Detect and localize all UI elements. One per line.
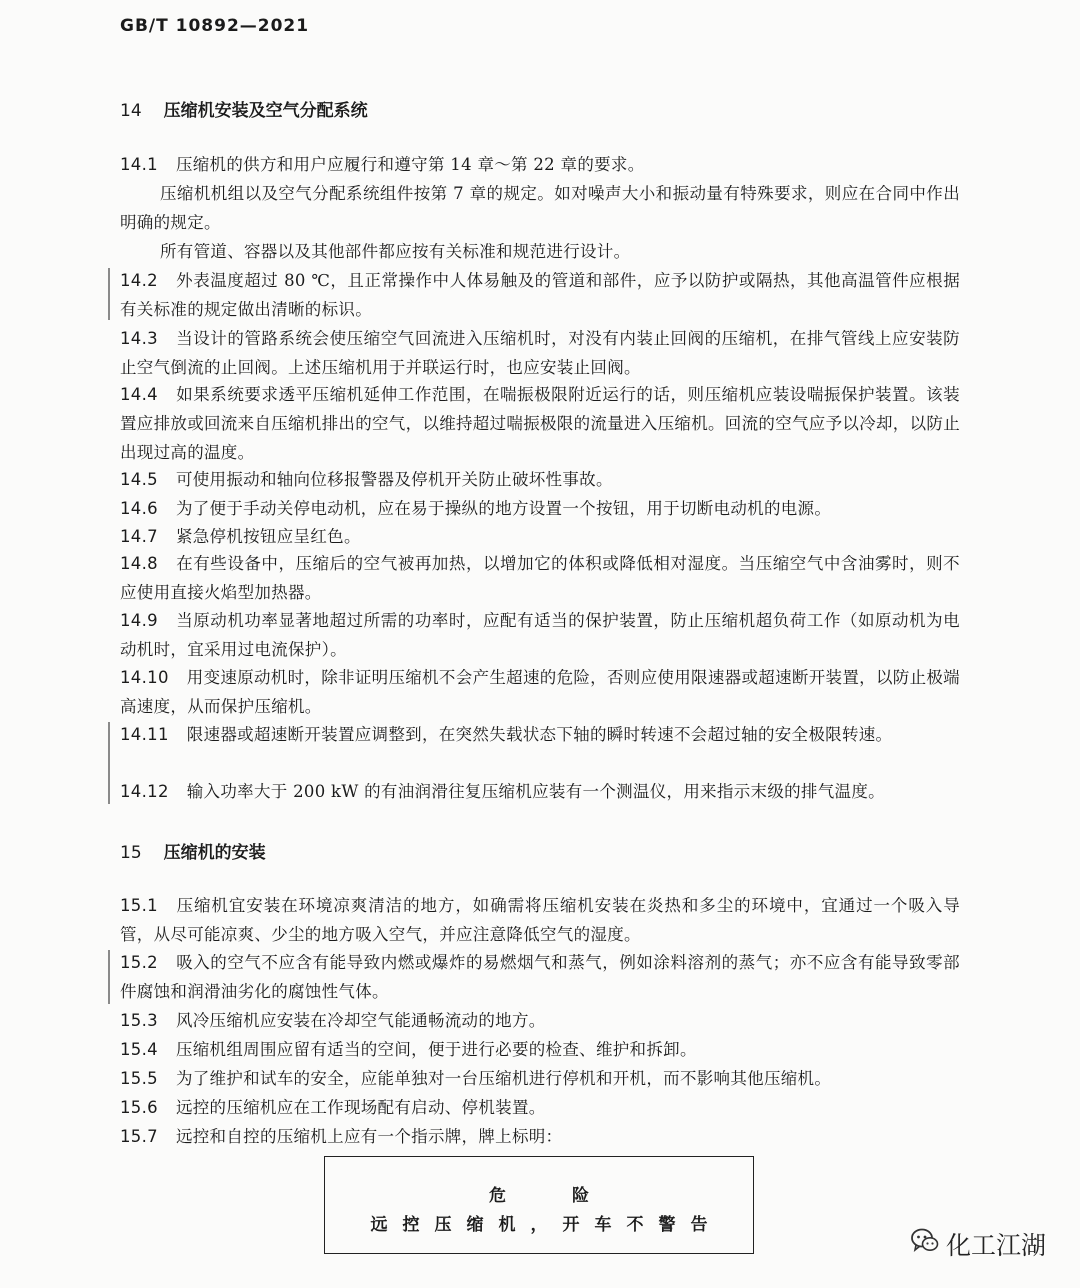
clause-text: 风冷压缩机应安装在冷却空气能通畅流动的地方。: [175, 1011, 546, 1030]
clause-15-6: [120, 1093, 960, 1122]
warning-message: 远控压缩机，开车不警告: [370, 1215, 723, 1235]
clause-text: 压缩机的供方和用户应履行和遵守第 14 章～第 22 章的要求。: [175, 155, 645, 174]
danger-warning-sign: [324, 1156, 754, 1254]
revision-bar: [108, 268, 110, 320]
clause-14-9: [120, 606, 960, 664]
clause-text: 输入功率大于 200 kW 的有油润滑往复压缩机应装有一个测温仪，用来指示末级的排气温度。: [186, 782, 885, 801]
clause-text: 压缩机宜安装在环境凉爽清洁的地方，如确需将压缩机安装在炎热和多尘的环境中，宜通过一个吸入导管，从尽可能凉爽、少尘的地方吸入空气，并应注意降低空气的湿度。: [120, 896, 960, 944]
clause-text: 用变速原动机时，除非证明压缩机不会产生超速的危险，否则应使用限速器或超速断开装置，以防止极端高速度，从而保护压缩机。: [120, 668, 960, 716]
clause-text: 压缩机组周围应留有适当的空间，便于进行必要的检查、维护和拆卸。: [175, 1040, 697, 1059]
clause-number: 14.1: [120, 155, 158, 174]
clause-number: 14.5: [120, 470, 158, 489]
clause-number: 14.9: [120, 611, 158, 630]
clause-text: 当原动机功率显著地超过所需的功率时，应配有适当的保护装置，防止压缩机超负荷工作（如原动机为电动机时，宜采用过电流保护）。: [120, 611, 960, 659]
clause-14-3: [120, 324, 960, 382]
clause-14-1-para-3: [120, 237, 960, 266]
watermark-text: 化工江湖: [945, 1231, 1046, 1260]
clause-text: 在有些设备中，压缩后的空气被再加热，以增加它的体积或降低相对湿度。当压缩空气中含油雾时，则不应使用直接火焰型加热器。: [120, 554, 960, 602]
clause-number: 14.4: [120, 385, 158, 404]
clause-14-10: [120, 663, 960, 721]
clause-15-3: [120, 1006, 960, 1035]
section-15-title: [120, 838, 266, 863]
clause-14-2: [120, 266, 960, 324]
clause-text: 远控和自控的压缩机上应有一个指示牌，牌上标明：: [175, 1127, 563, 1146]
clause-number: 15.7: [120, 1127, 158, 1146]
clause-14-7: [120, 522, 960, 551]
clause-text: 外表温度超过 80 ℃，且正常操作中人体易触及的管道和部件，应予以防护或隔热，其他高温管件应根据有关标准的规定做出清晰的标识。: [120, 271, 960, 319]
clause-number: 14.6: [120, 499, 158, 518]
revision-bar: [108, 722, 110, 804]
clause-14-11: [120, 720, 960, 749]
wechat-icon: [910, 1226, 940, 1262]
clause-text: 为了维护和试车的安全，应能单独对一台压缩机进行停机和开机，而不影响其他压缩机。: [175, 1069, 832, 1088]
clause-text: 压缩机机组以及空气分配系统组件按第 7 章的规定。如对噪声大小和振动量有特殊要求，则应在合同中作出明确的规定。: [120, 184, 960, 232]
clause-number: 14.12: [120, 782, 169, 801]
clause-14-12: [120, 777, 960, 806]
warning-heading: 危险: [489, 1186, 655, 1206]
clause-14-1: [120, 150, 960, 179]
clause-text: 吸入的空气不应含有能导致内燃或爆炸的易燃烟气和蒸气，例如涂料溶剂的蒸气；亦不应含有能导致零部件腐蚀和润滑油劣化的腐蚀性气体。: [120, 953, 960, 1001]
clause-15-4: [120, 1035, 960, 1064]
clause-number: 15.4: [120, 1040, 158, 1059]
clause-text: 当设计的管路系统会使压缩空气回流进入压缩机时，对没有内装止回阀的压缩机，在排气管线上应安装防止空气倒流的止回阀。上述压缩机用于并联运行时，也应安装止回阀。: [120, 329, 960, 377]
revision-bar: [108, 950, 110, 1004]
clause-number: 14.10: [120, 668, 169, 687]
clause-15-2: [120, 948, 960, 1006]
clause-number: 14.7: [120, 527, 158, 546]
clause-number: 14.3: [120, 329, 158, 348]
clause-text: 为了便于手动关停电动机，应在易于操纵的地方设置一个按钮，用于切断电动机的电源。: [175, 499, 832, 518]
clause-number: 14.11: [120, 725, 169, 744]
document-code: GB/T 10892—2021: [120, 16, 310, 36]
clause-15-5: [120, 1064, 960, 1093]
clause-14-6: [120, 494, 960, 523]
clause-number: 15.6: [120, 1098, 158, 1117]
section-number: 14: [120, 101, 142, 121]
clause-14-1-para-2: [120, 179, 960, 237]
clause-number: 15.3: [120, 1011, 158, 1030]
clause-14-8: [120, 549, 960, 607]
clause-number: 15.2: [120, 953, 158, 972]
clause-text: 如果系统要求透平压缩机延伸工作范围，在喘振极限附近运行的话，则压缩机应装设喘振保护装置。该装置应排放或回流来自压缩机排出的空气，以维持超过喘振极限的流量进入压缩机。回流的空气应予以冷却，以防止出现过高的温度。: [120, 385, 960, 462]
clause-15-1: [120, 891, 960, 949]
watermark: [910, 1226, 1046, 1262]
clause-15-7: [120, 1122, 960, 1151]
clause-14-4: [120, 380, 960, 467]
clause-text: 紧急停机按钮应呈红色。: [175, 527, 361, 546]
clause-14-5: [120, 465, 960, 494]
section-14-title: [120, 96, 368, 121]
clause-number: 14.2: [120, 271, 158, 290]
clause-text: 可使用振动和轴向位移报警器及停机开关防止破坏性事故。: [175, 470, 613, 489]
clause-number: 15.1: [120, 896, 158, 915]
clause-text: 远控的压缩机应在工作现场配有启动、停机装置。: [175, 1098, 546, 1117]
clause-text: 所有管道、容器以及其他部件都应按有关标准和规范进行设计。: [160, 242, 631, 261]
section-title-text: 压缩机的安装: [163, 843, 266, 863]
section-number: 15: [120, 843, 142, 863]
clause-text: 限速器或超速断开装置应调整到，在突然失载状态下轴的瞬时转速不会超过轴的安全极限转速。: [186, 725, 893, 744]
clause-number: 15.5: [120, 1069, 158, 1088]
section-title-text: 压缩机安装及空气分配系统: [163, 101, 368, 121]
clause-number: 14.8: [120, 554, 158, 573]
